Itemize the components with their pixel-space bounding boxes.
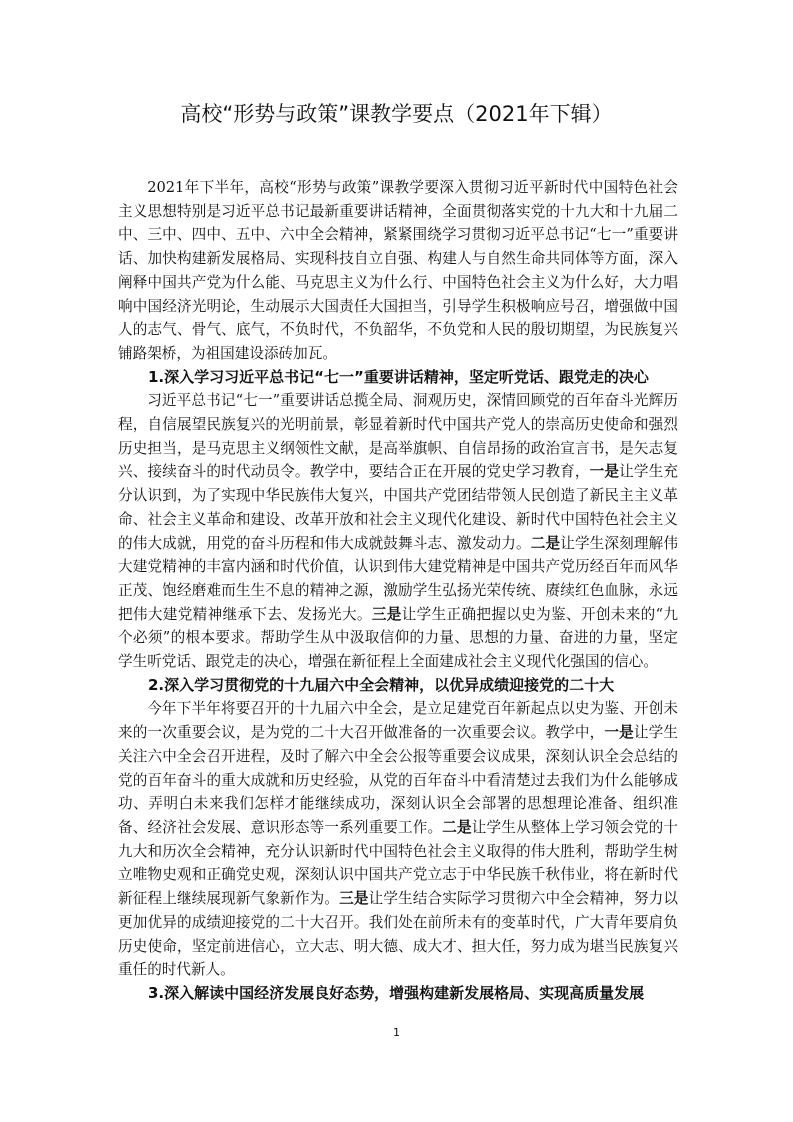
section-2-key-3: 三是 [339, 890, 369, 908]
section-1-key-2: 二是 [530, 534, 561, 552]
section-3-heading: 3.深入解读中国经济发展良好态势，增强构建新发展格局、实现高质量发展 [148, 983, 645, 1002]
section-1-paragraph [118, 389, 678, 673]
section-2-key-2: 二是 [442, 818, 472, 836]
document-title: 高校“形势与政策”课教学要点（2021年下辑） [180, 102, 613, 126]
intro-paragraph: 2021年下半年，高校“形势与政策”课教学要深入贯彻习近平新时代中国特色社会主义思想特别是习近平总书记最新重要讲话精神，全面贯彻落实党的十九大和十九届二中、三中、四中、五中、六中全会精神，紧紧围绕学习贯彻习近平总书记“七一”重要讲话、加快构建新发展格局、实现科技自立自强、构建人与自然生命共同体等方面，深入阐释中国共产党为什么能、马克思主义为什么行、中国特色社会主义为什么好，大力唱响中国经济光明论，生动展示大国责任大国担当，引导学生积极响应号召，增强做中国人的志气、骨气、底气，不负时代，不负韶华，不负党和人民的殷切期望，为民族复兴铺路架桥，为祖国建设添砖加瓦。 [118, 179, 678, 362]
section-1-text-b: 让学生充分认识到，为了实现中华民族伟大复兴，中国共产党团结带领人民创造了新民主主义革命、社会主义革命和建设、改革开放和社会主义现代化建设、新时代中国特色社会主义的伟大成就，用党的奋斗历程和伟大成就鼓舞斗志、激发动力。 [118, 463, 678, 552]
section-1-key-3: 三是 [371, 605, 402, 623]
section-1-text-a: 习近平总书记“七一”重要讲话总揽全局、洞观历史，深情回顾党的百年奋斗光辉历程，自信展望民族复兴的光明前景，彰显着新时代中国共产党人的崇高历史使命和强烈历史担当，是马克思主义纲领性文献，是高举旗帜、自信昂扬的政治宣言书，是矢志复兴、接续奋斗的时代动员令。教学中，要结合正在开展的党史学习教育， [118, 392, 678, 481]
section-2-key-1: 一是 [604, 724, 634, 742]
section-2-text-a: 今年下半年将要召开的十九届六中全会，是立足建党百年新起点以史为鉴、开创未来的一次重要会议，是为党的二十大召开做准备的一次重要会议。教学中， [118, 700, 678, 742]
section-1-text-c: 让学生深刻理解伟大建党精神的丰富内涵和时代价值，认识到伟大建党精神是中国共产党历经百年而风华正茂、饱经磨难而生生不息的精神之源，激励学生弘扬光荣传统、赓续红色血脉，永远把伟大建党精神继承下去、发扬光大。 [118, 534, 678, 623]
section-2-text-d: 让学生结合实际学习贯彻六中全会精神，努力以更加优异的成绩迎接党的二十大召开。我们处在前所未有的变革时代，广大青年要肩负历史使命，坚定前进信心，立大志、明大德、成大才、担大任，努力成为堪当民族复兴重任的时代新人。 [118, 890, 678, 979]
section-1-heading: 1.深入学习习近平总书记“七一”重要讲话精神，坚定听党话、跟党走的决心 [148, 367, 649, 386]
section-2-text-b: 让学生关注六中全会召开进程，及时了解六中全会公报等重要会议成果，深刻认识全会总结的党的百年奋斗的重大成就和历史经验，从党的百年奋斗中看清楚过去我们为什么能够成功、弄明白未来我们怎样才能继续成功，深刻认识全会部署的思想理论准备、组织准备、经济社会发展、意识形态等一系列重要工作。 [118, 724, 678, 836]
section-2-heading: 2.深入学习贯彻党的十九届六中全会精神，以优异成绩迎接党的二十大 [148, 675, 615, 694]
section-2-paragraph [118, 697, 678, 981]
page-number: 1 [393, 1026, 400, 1039]
document-body [118, 176, 678, 1006]
section-1-text-d: 让学生正确把握以史为鉴、开创未来的“九个必须”的根本要求。帮助学生从中汲取信仰的力量、思想的力量、奋进的力量，坚定学生听党话、跟党走的决心，增强在新征程上全面建成社会主义现代化强国的信心。 [118, 605, 678, 671]
section-1-key-1: 一是 [589, 463, 620, 481]
section-2-text-c: 让学生从整体上学习领会党的十九大和历次全会精神，充分认识新时代中国特色社会主义取得的伟大胜利，帮助学生树立唯物史观和正确党史观，深刻认识中国共产党立志于中华民族千秋伟业，将在新时代新征程上继续展现新气象新作为。 [118, 818, 678, 908]
